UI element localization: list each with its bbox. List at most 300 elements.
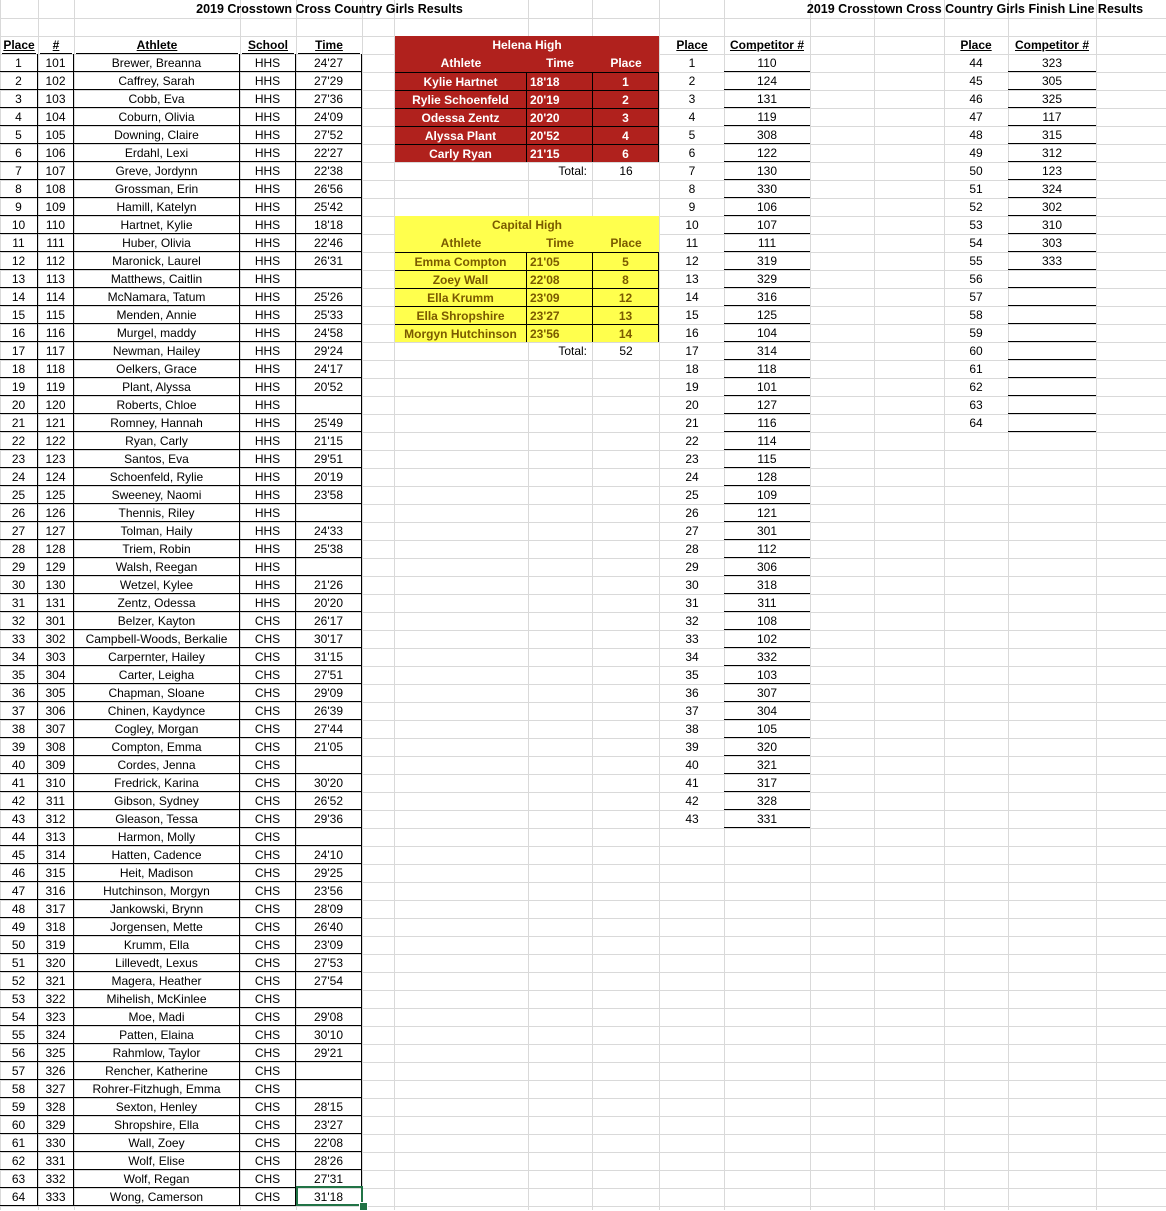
roster-cell-time[interactable]: 29'51	[296, 450, 362, 468]
roster-cell-num[interactable]: 104	[38, 108, 74, 126]
helena-time[interactable]: 18'18	[527, 72, 593, 90]
roster-cell-place[interactable]: 44	[0, 828, 38, 846]
roster-cell-school[interactable]: HHS	[240, 252, 296, 270]
roster-cell-place[interactable]: 8	[0, 180, 38, 198]
roster-cell-num[interactable]: 321	[38, 972, 74, 990]
finish_left-competitor[interactable]: 304	[724, 702, 810, 720]
finish_right-competitor[interactable]: 312	[1008, 144, 1096, 162]
roster-cell-place[interactable]: 36	[0, 684, 38, 702]
roster-cell-school[interactable]: CHS	[240, 828, 296, 846]
finish_left-competitor[interactable]: 321	[724, 756, 810, 774]
helena-athlete[interactable]: Carly Ryan	[395, 144, 527, 162]
roster-cell-time[interactable]: 26'40	[296, 918, 362, 936]
finish_right-place[interactable]: 59	[969, 326, 983, 340]
roster-cell-place[interactable]: 24	[0, 468, 38, 486]
finish_right-place[interactable]: 48	[969, 128, 983, 142]
roster-cell-school[interactable]: CHS	[240, 756, 296, 774]
roster-cell-athlete[interactable]: Moe, Madi	[74, 1008, 240, 1026]
helena-athlete[interactable]: Odessa Zentz	[395, 108, 527, 126]
roster-cell-time[interactable]: 21'26	[296, 576, 362, 594]
roster-cell-school[interactable]: HHS	[240, 342, 296, 360]
roster-cell-time[interactable]: 30'10	[296, 1026, 362, 1044]
roster-cell-athlete[interactable]: Jankowski, Brynn	[74, 900, 240, 918]
finish_left-competitor[interactable]: 106	[724, 198, 810, 216]
roster-cell-place[interactable]: 19	[0, 378, 38, 396]
finish_left-competitor[interactable]: 331	[724, 810, 810, 828]
roster-cell-athlete[interactable]: Cordes, Jenna	[74, 756, 240, 774]
roster-cell-num[interactable]: 309	[38, 756, 74, 774]
roster-cell-num[interactable]: 120	[38, 396, 74, 414]
roster-cell-school[interactable]: CHS	[240, 936, 296, 954]
capital-time[interactable]: 23'09	[527, 288, 593, 306]
capital-place[interactable]: 13	[593, 306, 659, 324]
roster-cell-num[interactable]: 114	[38, 288, 74, 306]
roster-cell-time[interactable]: 23'58	[296, 486, 362, 504]
roster-cell-school[interactable]: CHS	[240, 990, 296, 1008]
finish_left-place[interactable]: 6	[688, 146, 696, 160]
helena-place[interactable]: 1	[593, 72, 659, 90]
roster-cell-time[interactable]: 26'52	[296, 792, 362, 810]
roster-cell-school[interactable]: CHS	[240, 1134, 296, 1152]
roster-cell-time[interactable]: 28'15	[296, 1098, 362, 1116]
finish_left-competitor[interactable]: 332	[724, 648, 810, 666]
finish_right-place[interactable]: 64	[969, 416, 983, 430]
roster-cell-place[interactable]: 37	[0, 702, 38, 720]
finish_left-place[interactable]: 28	[685, 542, 699, 556]
roster-cell-athlete[interactable]: Wolf, Regan	[74, 1170, 240, 1188]
roster-cell-place[interactable]: 48	[0, 900, 38, 918]
roster-cell-num[interactable]: 333	[38, 1188, 74, 1206]
finish_right-competitor[interactable]: 325	[1008, 90, 1096, 108]
finish_left-place[interactable]: 19	[685, 380, 699, 394]
roster-cell-school[interactable]: CHS	[240, 846, 296, 864]
roster-cell-time[interactable]: 29'09	[296, 684, 362, 702]
finish_left-competitor[interactable]: 104	[724, 324, 810, 342]
roster-cell-num[interactable]: 119	[38, 378, 74, 396]
roster-cell-place[interactable]: 58	[0, 1080, 38, 1098]
roster-cell-time[interactable]: 24'58	[296, 324, 362, 342]
finish_left-competitor[interactable]: 124	[724, 72, 810, 90]
roster-cell-place[interactable]: 50	[0, 936, 38, 954]
roster-cell-place[interactable]: 10	[0, 216, 38, 234]
roster-cell-time[interactable]: 23'09	[296, 936, 362, 954]
roster-cell-athlete[interactable]: Chinen, Kaydynce	[74, 702, 240, 720]
roster-cell-athlete[interactable]: Mihelish, McKinlee	[74, 990, 240, 1008]
roster-cell-place[interactable]: 25	[0, 486, 38, 504]
finish_left-place[interactable]: 5	[688, 128, 696, 142]
capital-athlete[interactable]: Morgyn Hutchinson	[395, 324, 527, 342]
roster-cell-place[interactable]: 9	[0, 198, 38, 216]
finish_left-place[interactable]: 27	[685, 524, 699, 538]
roster-cell-athlete[interactable]: Plant, Alyssa	[74, 378, 240, 396]
finish_left-competitor[interactable]: 114	[724, 432, 810, 450]
roster-cell-athlete[interactable]: Wolf, Elise	[74, 1152, 240, 1170]
roster-cell-place[interactable]: 46	[0, 864, 38, 882]
roster-cell-school[interactable]: HHS	[240, 216, 296, 234]
selected-cell[interactable]	[296, 1186, 363, 1206]
roster-cell-place[interactable]: 3	[0, 90, 38, 108]
roster-cell-num[interactable]: 312	[38, 810, 74, 828]
helena-total-value[interactable]: 16	[619, 164, 633, 178]
roster-cell-num[interactable]: 129	[38, 558, 74, 576]
roster-cell-athlete[interactable]: Shropshire, Ella	[74, 1116, 240, 1134]
finish_left-place[interactable]: 11	[685, 236, 699, 250]
roster-cell-athlete[interactable]: Newman, Hailey	[74, 342, 240, 360]
capital-athlete[interactable]: Ella Krumm	[395, 288, 527, 306]
roster-cell-place[interactable]: 32	[0, 612, 38, 630]
finish_left-competitor[interactable]: 101	[724, 378, 810, 396]
roster-cell-place[interactable]: 64	[0, 1188, 38, 1206]
roster-cell-num[interactable]: 324	[38, 1026, 74, 1044]
roster-cell-place[interactable]: 52	[0, 972, 38, 990]
finish_right-competitor[interactable]	[1008, 324, 1096, 342]
roster-cell-athlete[interactable]: Brewer, Breanna	[74, 54, 240, 72]
roster-cell-school[interactable]: HHS	[240, 288, 296, 306]
roster-cell-school[interactable]: HHS	[240, 414, 296, 432]
roster-cell-school[interactable]: HHS	[240, 576, 296, 594]
roster-cell-school[interactable]: CHS	[240, 702, 296, 720]
finish_left-place[interactable]: 33	[685, 632, 699, 646]
roster-cell-school[interactable]: CHS	[240, 792, 296, 810]
roster-cell-place[interactable]: 63	[0, 1170, 38, 1188]
capital-place[interactable]: 5	[593, 252, 659, 270]
roster-cell-school[interactable]: CHS	[240, 612, 296, 630]
roster-cell-place[interactable]: 11	[0, 234, 38, 252]
finish_left-place[interactable]: 16	[685, 326, 699, 340]
roster-cell-place[interactable]: 21	[0, 414, 38, 432]
roster-cell-school[interactable]: HHS	[240, 486, 296, 504]
roster-cell-num[interactable]: 330	[38, 1134, 74, 1152]
roster-cell-num[interactable]: 307	[38, 720, 74, 738]
roster-cell-athlete[interactable]: Carpernter, Hailey	[74, 648, 240, 666]
finish_left-competitor[interactable]: 319	[724, 252, 810, 270]
finish_right-place[interactable]: 60	[969, 344, 983, 358]
capital-athlete[interactable]: Zoey Wall	[395, 270, 527, 288]
roster-cell-place[interactable]: 18	[0, 360, 38, 378]
helena-athlete[interactable]: Kylie Hartnet	[395, 72, 527, 90]
roster-cell-athlete[interactable]: Grossman, Erin	[74, 180, 240, 198]
helena-time[interactable]: 20'20	[527, 108, 593, 126]
roster-cell-time[interactable]: 25'26	[296, 288, 362, 306]
roster-cell-time[interactable]: 30'17	[296, 630, 362, 648]
roster-cell-num[interactable]: 301	[38, 612, 74, 630]
roster-cell-num[interactable]: 317	[38, 900, 74, 918]
roster-cell-time[interactable]: 30'20	[296, 774, 362, 792]
roster-cell-school[interactable]: CHS	[240, 774, 296, 792]
finish_left-place[interactable]: 22	[685, 434, 699, 448]
roster-cell-num[interactable]: 118	[38, 360, 74, 378]
roster-cell-time[interactable]: 24'10	[296, 846, 362, 864]
finish_left-competitor[interactable]: 306	[724, 558, 810, 576]
roster-cell-athlete[interactable]: Ryan, Carly	[74, 432, 240, 450]
finish_left-place[interactable]: 21	[685, 416, 699, 430]
roster-cell-athlete[interactable]: Fredrick, Karina	[74, 774, 240, 792]
finish_left-competitor[interactable]: 119	[724, 108, 810, 126]
roster-cell-athlete[interactable]: Oelkers, Grace	[74, 360, 240, 378]
finish_right-competitor[interactable]: 117	[1008, 108, 1096, 126]
finish_right-competitor[interactable]: 123	[1008, 162, 1096, 180]
finish_left-competitor[interactable]: 131	[724, 90, 810, 108]
finish_left-competitor[interactable]: 115	[724, 450, 810, 468]
roster-cell-athlete[interactable]: McNamara, Tatum	[74, 288, 240, 306]
helena-athlete[interactable]: Rylie Schoenfeld	[395, 90, 527, 108]
roster-cell-school[interactable]: CHS	[240, 630, 296, 648]
roster-cell-school[interactable]: HHS	[240, 54, 296, 72]
finish_left-place[interactable]: 25	[685, 488, 699, 502]
finish_right-place[interactable]: 47	[969, 110, 983, 124]
roster-cell-num[interactable]: 332	[38, 1170, 74, 1188]
roster-cell-num[interactable]: 325	[38, 1044, 74, 1062]
roster-cell-school[interactable]: HHS	[240, 72, 296, 90]
roster-cell-place[interactable]: 2	[0, 72, 38, 90]
roster-cell-school[interactable]: HHS	[240, 378, 296, 396]
roster-cell-place[interactable]: 59	[0, 1098, 38, 1116]
roster-cell-place[interactable]: 1	[0, 54, 38, 72]
roster-cell-num[interactable]: 320	[38, 954, 74, 972]
roster-cell-athlete[interactable]: Thennis, Riley	[74, 504, 240, 522]
roster-cell-school[interactable]: CHS	[240, 954, 296, 972]
roster-cell-time[interactable]: 21'15	[296, 432, 362, 450]
roster-cell-athlete[interactable]: Triem, Robin	[74, 540, 240, 558]
roster-cell-time[interactable]: 26'39	[296, 702, 362, 720]
roster-cell-school[interactable]: CHS	[240, 1062, 296, 1080]
finish_left-place[interactable]: 14	[685, 290, 699, 304]
roster-cell-athlete[interactable]: Carter, Leigha	[74, 666, 240, 684]
finish_right-competitor[interactable]	[1008, 396, 1096, 414]
roster-cell-time[interactable]: 23'27	[296, 1116, 362, 1134]
roster-cell-athlete[interactable]: Gibson, Sydney	[74, 792, 240, 810]
roster-cell-school[interactable]: HHS	[240, 108, 296, 126]
roster-cell-time[interactable]: 29'36	[296, 810, 362, 828]
finish_left-place[interactable]: 3	[688, 92, 696, 106]
roster-cell-school[interactable]: HHS	[240, 90, 296, 108]
roster-cell-num[interactable]: 124	[38, 468, 74, 486]
roster-cell-place[interactable]: 22	[0, 432, 38, 450]
helena-place[interactable]: 6	[593, 144, 659, 162]
finish_right-competitor[interactable]: 323	[1008, 54, 1096, 72]
roster-cell-school[interactable]: CHS	[240, 1044, 296, 1062]
finish_left-place[interactable]: 36	[685, 686, 699, 700]
finish_left-place[interactable]: 13	[685, 272, 699, 286]
roster-cell-athlete[interactable]: Rencher, Katherine	[74, 1062, 240, 1080]
roster-cell-place[interactable]: 35	[0, 666, 38, 684]
finish_right-competitor[interactable]: 305	[1008, 72, 1096, 90]
roster-cell-school[interactable]: HHS	[240, 234, 296, 252]
roster-cell-athlete[interactable]: Belzer, Kayton	[74, 612, 240, 630]
roster-cell-time[interactable]: 20'52	[296, 378, 362, 396]
roster-cell-athlete[interactable]: Gleason, Tessa	[74, 810, 240, 828]
finish_left-competitor[interactable]: 318	[724, 576, 810, 594]
roster-cell-time[interactable]: 26'56	[296, 180, 362, 198]
roster-cell-place[interactable]: 55	[0, 1026, 38, 1044]
finish_left-competitor[interactable]: 112	[724, 540, 810, 558]
finish_left-competitor[interactable]: 329	[724, 270, 810, 288]
finish_left-competitor[interactable]: 107	[724, 216, 810, 234]
roster-cell-num[interactable]: 316	[38, 882, 74, 900]
capital-time[interactable]: 22'08	[527, 270, 593, 288]
roster-cell-place[interactable]: 57	[0, 1062, 38, 1080]
helena-time[interactable]: 21'15	[527, 144, 593, 162]
roster-cell-school[interactable]: HHS	[240, 504, 296, 522]
roster-cell-num[interactable]: 108	[38, 180, 74, 198]
roster-cell-athlete[interactable]: Menden, Annie	[74, 306, 240, 324]
finish_left-competitor[interactable]: 307	[724, 684, 810, 702]
finish_right-place[interactable]: 57	[969, 290, 983, 304]
roster-cell-num[interactable]: 130	[38, 576, 74, 594]
roster-cell-place[interactable]: 29	[0, 558, 38, 576]
finish_left-place[interactable]: 29	[685, 560, 699, 574]
roster-cell-time[interactable]: 27'52	[296, 126, 362, 144]
roster-cell-time[interactable]: 24'09	[296, 108, 362, 126]
finish_left-competitor[interactable]: 116	[724, 414, 810, 432]
roster-cell-place[interactable]: 12	[0, 252, 38, 270]
helena-athlete[interactable]: Alyssa Plant	[395, 126, 527, 144]
roster-cell-athlete[interactable]: Jorgensen, Mette	[74, 918, 240, 936]
finish_left-place[interactable]: 43	[685, 812, 699, 826]
roster-cell-num[interactable]: 308	[38, 738, 74, 756]
roster-cell-school[interactable]: CHS	[240, 1188, 296, 1206]
capital-place[interactable]: 12	[593, 288, 659, 306]
roster-cell-school[interactable]: HHS	[240, 522, 296, 540]
roster-cell-num[interactable]: 305	[38, 684, 74, 702]
finish_right-competitor[interactable]	[1008, 360, 1096, 378]
roster-cell-time[interactable]: 22'38	[296, 162, 362, 180]
roster-cell-athlete[interactable]: Compton, Emma	[74, 738, 240, 756]
roster-cell-school[interactable]: CHS	[240, 1170, 296, 1188]
finish_left-place[interactable]: 23	[685, 452, 699, 466]
finish_left-place[interactable]: 38	[685, 722, 699, 736]
roster-cell-school[interactable]: HHS	[240, 396, 296, 414]
roster-cell-athlete[interactable]: Murgel, maddy	[74, 324, 240, 342]
roster-cell-num[interactable]: 127	[38, 522, 74, 540]
roster-cell-time[interactable]: 24'27	[296, 54, 362, 72]
roster-cell-place[interactable]: 47	[0, 882, 38, 900]
roster-cell-athlete[interactable]: Campbell-Woods, Berkalie	[74, 630, 240, 648]
roster-cell-place[interactable]: 49	[0, 918, 38, 936]
roster-cell-school[interactable]: CHS	[240, 1080, 296, 1098]
roster-cell-time[interactable]	[296, 396, 362, 414]
roster-cell-school[interactable]: HHS	[240, 270, 296, 288]
finish_right-place[interactable]: 52	[969, 200, 983, 214]
roster-cell-athlete[interactable]: Matthews, Caitlin	[74, 270, 240, 288]
roster-cell-school[interactable]: CHS	[240, 810, 296, 828]
roster-cell-athlete[interactable]: Tolman, Haily	[74, 522, 240, 540]
roster-cell-athlete[interactable]: Greve, Jordynn	[74, 162, 240, 180]
capital-place[interactable]: 8	[593, 270, 659, 288]
finish_right-competitor[interactable]	[1008, 342, 1096, 360]
finish_left-place[interactable]: 26	[685, 506, 699, 520]
roster-cell-time[interactable]: 23'56	[296, 882, 362, 900]
finish_left-place[interactable]: 1	[688, 56, 696, 70]
roster-cell-time[interactable]	[296, 828, 362, 846]
roster-cell-place[interactable]: 6	[0, 144, 38, 162]
roster-cell-school[interactable]: CHS	[240, 1008, 296, 1026]
roster-cell-place[interactable]: 7	[0, 162, 38, 180]
finish_left-competitor[interactable]: 111	[724, 234, 810, 252]
roster-cell-time[interactable]	[296, 756, 362, 774]
roster-cell-place[interactable]: 53	[0, 990, 38, 1008]
roster-cell-school[interactable]: CHS	[240, 738, 296, 756]
roster-cell-num[interactable]: 103	[38, 90, 74, 108]
roster-cell-num[interactable]: 331	[38, 1152, 74, 1170]
finish_right-place[interactable]: 46	[969, 92, 983, 106]
finish_left-place[interactable]: 34	[685, 650, 699, 664]
roster-cell-num[interactable]: 315	[38, 864, 74, 882]
roster-cell-time[interactable]	[296, 1062, 362, 1080]
finish_left-place[interactable]: 31	[685, 596, 699, 610]
roster-cell-place[interactable]: 42	[0, 792, 38, 810]
finish_right-place[interactable]: 49	[969, 146, 983, 160]
roster-cell-num[interactable]: 319	[38, 936, 74, 954]
roster-cell-num[interactable]: 116	[38, 324, 74, 342]
finish_left-place[interactable]: 24	[685, 470, 699, 484]
finish_left-place[interactable]: 37	[685, 704, 699, 718]
finish_right-competitor[interactable]	[1008, 378, 1096, 396]
roster-cell-place[interactable]: 33	[0, 630, 38, 648]
finish_left-place[interactable]: 12	[685, 254, 699, 268]
finish_left-competitor[interactable]: 110	[724, 54, 810, 72]
finish_right-place[interactable]: 55	[969, 254, 983, 268]
finish_right-place[interactable]: 54	[969, 236, 983, 250]
roster-cell-school[interactable]: HHS	[240, 144, 296, 162]
finish_left-place[interactable]: 40	[685, 758, 699, 772]
roster-cell-athlete[interactable]: Hutchinson, Morgyn	[74, 882, 240, 900]
finish_left-competitor[interactable]: 301	[724, 522, 810, 540]
roster-cell-athlete[interactable]: Sweeney, Naomi	[74, 486, 240, 504]
helena-place[interactable]: 2	[593, 90, 659, 108]
roster-cell-time[interactable]: 31'18	[296, 1188, 362, 1206]
roster-cell-athlete[interactable]: Chapman, Sloane	[74, 684, 240, 702]
roster-cell-school[interactable]: CHS	[240, 1116, 296, 1134]
capital-time[interactable]: 21'05	[527, 252, 593, 270]
roster-cell-time[interactable]: 27'51	[296, 666, 362, 684]
roster-cell-time[interactable]: 25'38	[296, 540, 362, 558]
finish_left-place[interactable]: 42	[685, 794, 699, 808]
roster-cell-time[interactable]	[296, 270, 362, 288]
finish_left-place[interactable]: 4	[688, 110, 696, 124]
roster-cell-num[interactable]: 131	[38, 594, 74, 612]
roster-cell-place[interactable]: 31	[0, 594, 38, 612]
roster-cell-time[interactable]: 25'49	[296, 414, 362, 432]
finish_left-competitor[interactable]: 103	[724, 666, 810, 684]
roster-cell-school[interactable]: CHS	[240, 666, 296, 684]
roster-cell-num[interactable]: 128	[38, 540, 74, 558]
roster-cell-num[interactable]: 101	[38, 54, 74, 72]
roster-cell-place[interactable]: 16	[0, 324, 38, 342]
roster-cell-athlete[interactable]: Wong, Camerson	[74, 1188, 240, 1206]
finish_right-competitor[interactable]: 302	[1008, 198, 1096, 216]
roster-cell-num[interactable]: 125	[38, 486, 74, 504]
finish_left-competitor[interactable]: 330	[724, 180, 810, 198]
capital-time[interactable]: 23'56	[527, 324, 593, 342]
finish_left-competitor[interactable]: 317	[724, 774, 810, 792]
finish_left-place[interactable]: 32	[685, 614, 699, 628]
roster-cell-school[interactable]: CHS	[240, 720, 296, 738]
roster-cell-athlete[interactable]: Rohrer-Fitzhugh, Emma	[74, 1080, 240, 1098]
roster-cell-place[interactable]: 56	[0, 1044, 38, 1062]
finish_left-competitor[interactable]: 128	[724, 468, 810, 486]
roster-cell-place[interactable]: 30	[0, 576, 38, 594]
roster-cell-time[interactable]: 29'25	[296, 864, 362, 882]
finish_left-place[interactable]: 7	[688, 164, 696, 178]
roster-cell-num[interactable]: 326	[38, 1062, 74, 1080]
roster-cell-time[interactable]: 18'18	[296, 216, 362, 234]
roster-cell-place[interactable]: 61	[0, 1134, 38, 1152]
finish_right-competitor[interactable]: 315	[1008, 126, 1096, 144]
roster-cell-school[interactable]: CHS	[240, 1026, 296, 1044]
roster-cell-athlete[interactable]: Schoenfeld, Rylie	[74, 468, 240, 486]
finish_left-competitor[interactable]: 108	[724, 612, 810, 630]
